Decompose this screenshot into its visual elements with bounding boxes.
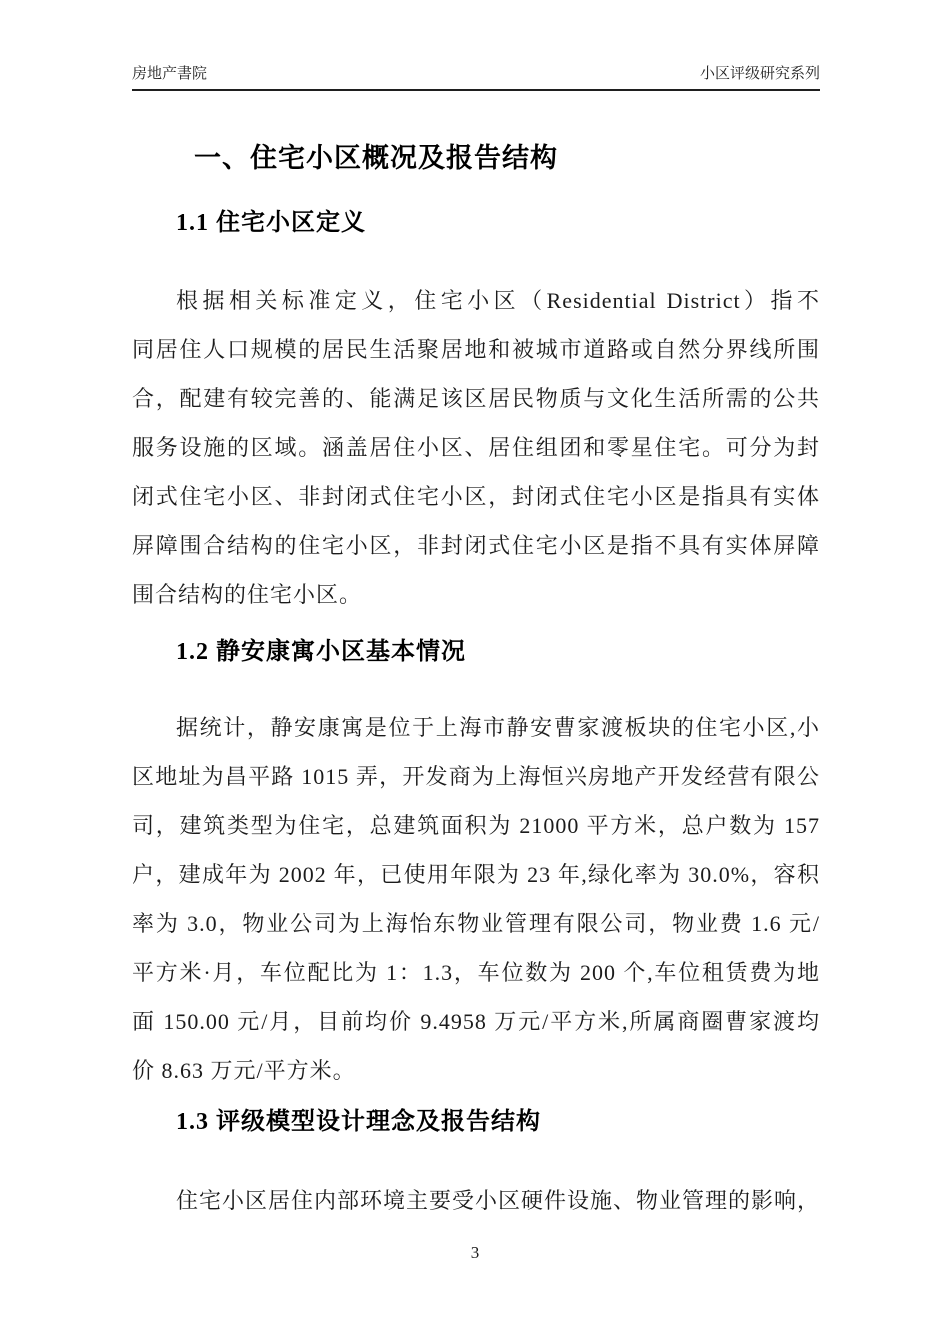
section-heading-1-1: 1.1 住宅小区定义 [176, 210, 366, 236]
paragraph-1-1 [132, 276, 820, 619]
section-heading-1-3: 1.3 评级模型设计理念及报告结构 [176, 1109, 541, 1135]
paragraph-line: 屏障围合结构的住宅小区，非封闭式住宅小区是指不具有实体屏障 [132, 533, 820, 558]
paragraph-line: 合，配建有较完善的、能满足该区居民物质与文化生活所需的公共 [132, 386, 820, 411]
paragraph-1-3 [132, 1176, 820, 1225]
paragraph-line: 平方米·月，车位配比为 1：1.3，车位数为 200 个,车位租赁费为地 [132, 960, 820, 985]
paragraph-line: 面 150.00 元/月，目前均价 9.4958 万元/平方米,所属商圈曹家渡均 [132, 1009, 820, 1034]
document-body [132, 90, 820, 1225]
paragraph-line: 户，建成年为 2002 年，已使用年限为 23 年,绿化率为 30.0%，容积 [132, 862, 820, 887]
page-number: 3 [470, 1243, 480, 1262]
paragraph-line: 据统计，静安康寓是位于上海市静安曹家渡板块的住宅小区,小 [176, 715, 820, 740]
paragraph-line: 区地址为昌平路 1015 弄，开发商为上海恒兴房地产开发经营有限公 [132, 764, 820, 789]
paragraph-line: 根据相关标准定义，住宅小区（Residential District）指不 [176, 288, 820, 313]
chapter-title: 一、住宅小区概况及报告结构 [194, 143, 558, 173]
paragraph-line: 价 8.63 万元/平方米。 [132, 1058, 356, 1083]
header-right-text: 小区评级研究系列 [699, 65, 820, 82]
paragraph-line: 司，建筑类型为住宅，总建筑面积为 21000 平方米，总户数为 157 [132, 813, 820, 838]
paragraph-line: 服务设施的区域。涵盖居住小区、居住组团和零星住宅。可分为封 [132, 435, 820, 460]
section-heading-1-2: 1.2 静安康寓小区基本情况 [176, 639, 466, 665]
header-left-text: 房地产書院 [132, 65, 208, 82]
paragraph-1-2 [132, 703, 820, 1095]
paragraph-line: 闭式住宅小区、非封闭式住宅小区，封闭式住宅小区是指具有实体 [132, 484, 820, 509]
paragraph-line: 同居住人口规模的居民生活聚居地和被城市道路或自然分界线所围 [132, 337, 820, 362]
paragraph-line: 围合结构的住宅小区。 [132, 582, 363, 607]
paragraph-line: 率为 3.0，物业公司为上海怡东物业管理有限公司，物业费 1.6 元/ [132, 911, 820, 936]
paragraph-line: 住宅小区居住内部环境主要受小区硬件设施、物业管理的影响， [176, 1188, 821, 1213]
page-header [132, 64, 820, 91]
